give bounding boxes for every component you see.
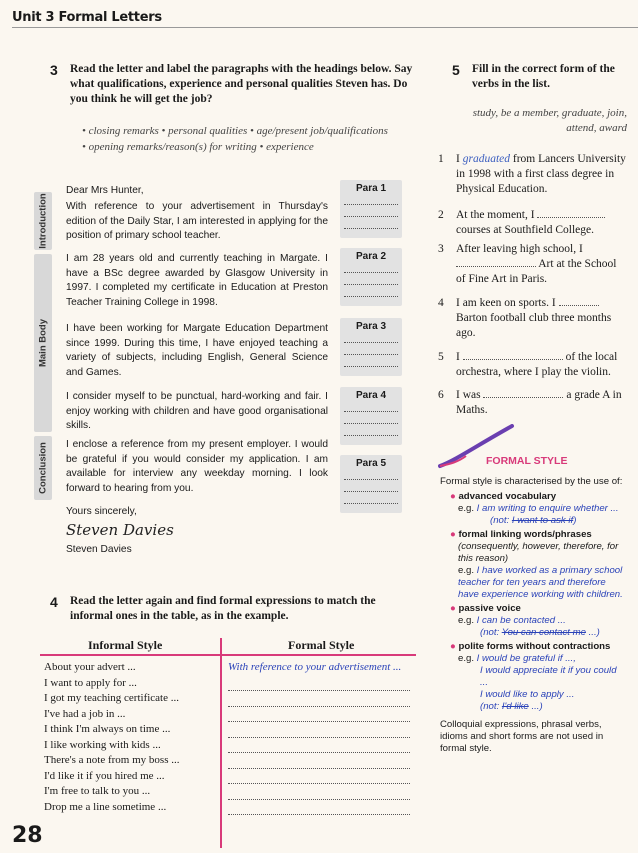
unit-title: Unit 3 Formal Letters: [12, 10, 162, 25]
formal-style-box: [440, 476, 626, 755]
example: I can be contacted ...: [476, 615, 566, 626]
item-text: from Lancers University in 1998 with a first class degree in Physical Education.: [456, 153, 626, 195]
tab-main-body-label: Main Body: [37, 318, 49, 368]
para-4-answer-line[interactable]: [344, 435, 398, 436]
linking-words: (consequently, however, therefore, for this reason): [458, 541, 619, 564]
eg-label: e.g.: [458, 615, 477, 626]
exercise-3-number: 3: [50, 62, 58, 78]
para-label-4: Para 4: [355, 390, 387, 401]
letter-signature: Steven Davies: [66, 521, 174, 539]
example: I would appreciate it if you could ...: [480, 665, 617, 688]
exercise-3-instruction: Read the letter and label the paragraphs with the headings below. Say what qualifications, experience and personal qualities Steven has. Do you think he will get the job?: [70, 63, 413, 105]
bullet-dot-icon: ●: [450, 491, 459, 502]
para-label-5: Para 5: [355, 458, 387, 469]
bullet-heading: advanced vocabulary: [458, 491, 557, 502]
bullet-dot-icon: ●: [450, 529, 459, 540]
informal-row: I think I'm always on time ...: [44, 723, 171, 735]
tab-main-body: [34, 254, 52, 432]
para-3-answer-line[interactable]: [344, 342, 398, 343]
item-answer-blank[interactable]: [559, 305, 599, 306]
not-label: (not:: [490, 515, 512, 526]
para-5-answer-line[interactable]: [344, 479, 398, 480]
eg-label: e.g.: [458, 503, 477, 514]
formal-answer-line[interactable]: [228, 676, 410, 692]
item-number: 6: [438, 389, 444, 401]
informal-row: About your advert ...: [44, 661, 136, 673]
not-close: ): [573, 515, 577, 526]
bullet-heading: passive voice: [458, 603, 521, 614]
not-example: I want to ask if: [511, 515, 574, 526]
bullet-dot-icon: ●: [450, 641, 459, 652]
formal-b3: [450, 603, 626, 639]
para-2-answer-line[interactable]: [344, 296, 398, 297]
item-answer-blank[interactable]: [483, 397, 563, 398]
table-head-informal: Informal Style: [88, 638, 163, 652]
item-number: 3: [438, 243, 444, 255]
exercise-4-number: 4: [50, 594, 58, 610]
para-box-1: [340, 180, 402, 238]
informal-row: I want to apply for ...: [44, 676, 137, 689]
formal-answer-line[interactable]: [228, 769, 410, 785]
formal-answer-line[interactable]: [228, 800, 410, 816]
item-text: I am keen on sports. I: [456, 297, 559, 309]
tab-introduction: [34, 192, 52, 250]
eg-label: e.g.: [458, 565, 477, 576]
tab-introduction-label: Introduction: [37, 193, 49, 249]
item-text: I: [456, 153, 463, 165]
tab-conclusion-label: Conclusion: [37, 442, 49, 494]
letter-closing: Yours sincerely,: [66, 506, 137, 517]
formal-style-intro: Formal style is characterised by the use of:: [440, 476, 623, 487]
example: I would like to apply ...: [480, 689, 575, 700]
example: I am writing to enquire whether ...: [476, 503, 619, 514]
letter-para-2: I am 28 years old and currently teaching in Margate. I have a BSc degree awarded by Glasgow University in 1997. I completed my certificate in Education at Preston Teacher Training College in 1998.: [66, 253, 328, 308]
not-label: (not:: [480, 701, 502, 712]
informal-row: I like working with kids ...: [44, 738, 161, 751]
para-5-answer-line[interactable]: [344, 491, 398, 492]
informal-row: I'm free to talk to you ...: [44, 785, 151, 797]
example: I would be grateful if ...,: [476, 653, 576, 664]
item-number: 2: [438, 209, 444, 221]
table-header-rule: [40, 654, 416, 656]
item-text: Art at the School of Fine Art in Paris.: [456, 258, 617, 285]
ex5-item-1: [438, 152, 628, 197]
formal-answer-line[interactable]: [228, 691, 410, 707]
informal-row: I'd like it if you hired me ...: [44, 769, 165, 782]
para-2-answer-line[interactable]: [344, 272, 398, 273]
item-text: After leaving high school, I: [456, 243, 583, 255]
formal-b1: [450, 491, 626, 527]
letter-para-3: I have been working for Margate Education Department since 1999. During this time, I have enjoyed teaching a variety of subjects, including English, General Science and Games.: [66, 323, 328, 378]
para-label-3: Para 3: [355, 321, 387, 332]
item-answer-blank[interactable]: [537, 217, 605, 218]
ex5-item-4: [438, 296, 628, 341]
letter-name: Steven Davies: [66, 544, 132, 555]
formal-b4: [450, 641, 626, 713]
para-box-5: [340, 455, 402, 513]
formal-example: With reference to your advertisement ...: [228, 661, 402, 673]
formal-style-title: FORMAL STYLE: [486, 455, 568, 467]
exercise-3-headings-line2: • opening remarks/reason(s) for writing • experience: [82, 141, 314, 153]
item-text: I was: [456, 389, 484, 401]
item-text: I: [456, 351, 463, 363]
informal-row: I got my teaching certificate ...: [44, 692, 179, 704]
para-3-answer-line[interactable]: [344, 366, 398, 367]
para-4-answer-line[interactable]: [344, 411, 398, 412]
para-1-answer-line[interactable]: [344, 228, 398, 229]
formal-b2: [450, 529, 626, 601]
bullet-dot-icon: ●: [450, 603, 459, 614]
item-answer-blank[interactable]: [456, 266, 536, 267]
formal-style-footer: Colloquial expressions, phrasal verbs, idioms and short forms are not used in formal style.: [440, 719, 604, 754]
ex5-item-3: [438, 242, 628, 287]
letter-greeting: Dear Mrs Hunter,: [66, 185, 144, 196]
ex5-item-5: [438, 350, 628, 380]
formal-answer-line[interactable]: [228, 707, 410, 723]
letter-para-5: I enclose a reference from my present employer. I would be grateful if you would consider my application. I am available for interview any weekday morning. I look forward to hearing from you.: [66, 439, 328, 494]
para-box-2: [340, 248, 402, 306]
para-3-answer-line[interactable]: [344, 354, 398, 355]
item-text: courses at Southfield College.: [456, 224, 594, 236]
exercise-5-number: 5: [452, 62, 460, 78]
para-5-answer-line[interactable]: [344, 503, 398, 504]
para-1-answer-line[interactable]: [344, 204, 398, 205]
informal-row: There's a note from my boss ...: [44, 754, 180, 766]
para-label-2: Para 2: [355, 251, 387, 262]
item-text: a grade A in Maths.: [456, 389, 622, 416]
ex5-item-6: [438, 388, 628, 418]
formal-answer-line[interactable]: [228, 738, 410, 754]
not-example: You can contact me: [501, 627, 586, 638]
informal-row: Drop me a line sometime ...: [44, 800, 167, 813]
item-number: 4: [438, 297, 444, 309]
eg-label: e.g.: [458, 653, 477, 664]
bullet-heading: formal linking words/phrases: [458, 529, 592, 540]
para-box-3: [340, 318, 402, 376]
exercise-4-instruction: Read the letter again and find formal expressions to match the informal ones in the table, as in the example.: [70, 595, 376, 622]
item-number: 1: [438, 153, 444, 165]
exercise-5-verbs: study, be a member, graduate, join, attend, award: [472, 107, 627, 134]
para-box-4: [340, 387, 402, 445]
para-2-answer-line[interactable]: [344, 284, 398, 285]
item-answer[interactable]: graduated: [462, 153, 510, 165]
example: I have worked as a primary school teacher for ten years and therefore have experience working with children.: [458, 565, 623, 600]
table-head-formal: Formal Style: [288, 638, 355, 652]
informal-list: [44, 660, 216, 815]
informal-row: I've had a job in ...: [44, 707, 126, 720]
page-number: 28: [12, 823, 43, 848]
item-text: At the moment, I: [456, 209, 538, 221]
item-number: 5: [438, 351, 444, 363]
item-text: of the local orchestra, where I play the violin.: [456, 351, 618, 378]
not-close: ...): [585, 627, 600, 638]
item-answer-blank[interactable]: [463, 359, 563, 360]
ex5-item-2: [438, 208, 628, 238]
para-1-answer-line[interactable]: [344, 216, 398, 217]
formal-answer-line[interactable]: [228, 753, 410, 769]
formal-answer-line[interactable]: [228, 722, 410, 738]
letter-para-4: I consider myself to be punctual, hard-working and fair. I enjoy working with children and have good organisational skills.: [66, 391, 328, 431]
exercise-5-instruction: Fill in the correct form of the verbs in the list.: [472, 63, 615, 90]
formal-answer-line[interactable]: [228, 784, 410, 800]
not-close: ...): [528, 701, 543, 712]
not-label: (not:: [480, 627, 502, 638]
para-4-answer-line[interactable]: [344, 423, 398, 424]
not-example: I'd like: [501, 701, 529, 712]
para-label-1: Para 1: [355, 183, 387, 194]
formal-answers: [228, 660, 410, 815]
item-text: Barton football club three months ago.: [456, 312, 612, 339]
bullet-heading: polite forms without contractions: [458, 641, 611, 652]
letter-para-1: With reference to your advertisement in Thursday's edition of the Daily Star, I am interested in applying for the position of primary school teacher.: [66, 201, 328, 241]
tab-conclusion: [34, 436, 52, 500]
exercise-3-headings-line1: • closing remarks • personal qualities • age/present job/qualifications: [82, 125, 388, 137]
table-column-divider: [220, 638, 222, 848]
header-rule: [12, 27, 638, 28]
